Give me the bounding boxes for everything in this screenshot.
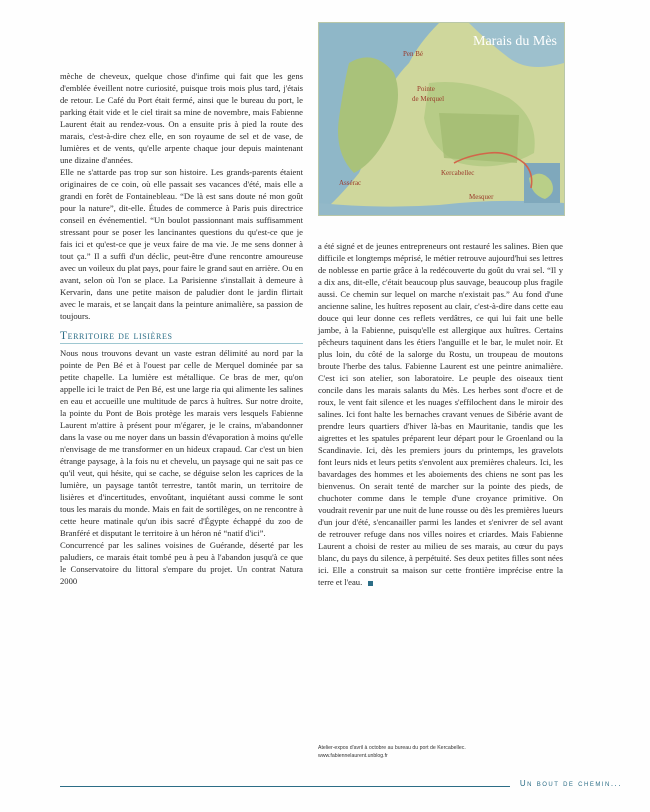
article-column-right [318,240,563,588]
map-label-pen-be: Pen Bé [403,50,424,58]
map-label-pointe-merquel-1: Pointe [417,85,435,93]
section-title: Territoire de lisières [60,330,303,344]
paragraph: mèche de cheveux, quelque chose d'infime qui fait que les gens d'emblée éveillent notre curiosité, puisque trois mois plus tard, j'étais de retour. Le Café du Port était fermé, ainsi que le bureau du port, le parking était vide et le ciel tirait sa mine de novembre, mais Fabienne Laurent était au rendez-vous. On a ensuite pris à pied la route des marais, c'est-à-dire chez elle, en son royaume de sel et de vase, de lumières et de vents, qu'elle arpente chaque jour depuis maintenant une dizaine d'années. [60,71,303,165]
marais-du-mes-map [318,22,565,216]
credits [318,744,563,760]
paragraph-text: a été signé et de jeunes entrepreneurs ont restauré les salines. Bien que difficile et longtemps méprisé, le métier retrouve aujourd'hui ses lettres de noblesse en partie grâce à la redécouverte du goût du vrai sel. “Il y a dix ans, dit-elle, c'était beaucoup plus sauvage, beaucoup plus fragile aussi. Ce chemin sur lequel on marche n'existait pas.” Au fond d'une ancienne saline, les huîtres reposent au clair, c'est-à-dire dans cette eau douce qui leur donne ces reflets verdâtres, ce qui lui fait une belle jambe, à la Fabienne, puisqu'elle est allergique aux huîtres. Certains pêcheurs taquinent dans les étiers l'anguille et le bar, le mulet noir. Et plus loin, du côté de la salorge du Rostu, un troupeau de moutons broute l'herbe des talus. Fabienne Laurent est une peintre animalière. C'est ici son atelier, son laboratoire. Le peuple des oiseaux tient concile dans les marais salants du Mès. Les herbes sont d'ocre et de roux, le vent fait silence et les nuages s'effilochent dans le miroir des salines. Ici font halte les bernaches cravant venues de Sibérie avant de prendre leurs quartiers d'hiver là-bas en Mauritanie, tandis que les aigrettes et les spatules préparent leur départ pour le Groenland ou la Scandinavie. Ici, dès les premiers jours du printemps, les gravelots font leurs nids et leurs petits s'envolent aux premières chaleurs. Ici, les bavardages des hommes et les aboiements des chiens ne sont pas les bienvenus. On serait tenté de marcher sur la pointe des pieds, de chuchoter comme dans le temple d'une croyance primitive. On voudrait revenir par une nuit de lune rousse ou dès les premières lueurs d'un jour d'été, s'encanailler parmi les landes et s'enivrer de sel avant de retrouver refuge dans nos villes noires et criardes. Mais Fabienne Laurent a choisi de rester au milieu de ses marais, au cœur du pays blanc, du pays du silence, à perpétuité. Ses deux petites filles sont nées ici. Elle a construit sa maison sur cette frontière imprécise entre la terre et l'eau. [318,241,563,587]
paragraph: Concurrencé par les salines voisines de Guérande, déserté par les paludiers, ce marais était tombé peu à peu à l'abandon jusqu'à ce que le Conservatoire du littoral s'empare du projet. Un contrat Natura 2000 [60,540,303,586]
map-title: Marais du Mès [473,34,557,49]
credits-line: Atelier-expos d'avril à octobre au bureau du port de Kercabellec. [318,745,466,751]
map-label-mesquer: Mesquer [469,193,494,201]
map-label-pointe-merquel-2: de Merquel [412,95,445,103]
footer-rule [60,786,510,787]
running-footer: Un bout de chemin... [519,779,622,788]
end-mark-icon [368,581,373,586]
paragraph: Elle ne s'attarde pas trop sur son histoire. Les grands-parents étaient originaires de ce coin, où elle passait ses vacances d'été, mais elle a grandi en forêt de Fontainebleau. “De là est sans doute né mon goût pour la nature”, dit-elle. Études de commerce à Paris puis directrice conseil en événementiel. “Un boulot passionnant mais suffisamment stressant pour se poser les lancinantes questions du qu'est-ce que je fais ici et qu'est-ce que je veux faire de ma vie. Je me sens donner à tout ça.” Il a suffi d'un déclic, peut-être d'une rencontre amoureuse avec un voileux du plat pays, pour faire le grand saut en arrière. Ou en avant, selon où l'on se place. La Parisienne s'installait à demeure à Kervarin, dans une petite maison de paludier dont le jardin flirtait avec le marais, et se lançait dans la peinture animalière, sa passion de toujours. [60,167,303,321]
map-label-kercabellec: Kercabellec [441,169,475,177]
article-column-left [60,70,303,587]
paragraph [318,240,563,588]
credits-url: www.fabiennelaurent.unblog.fr [318,753,388,759]
paragraph: Nous nous trouvons devant un vaste estran délimité au nord par la pointe de Pen Bé et à l'ouest par celle de Merquel dominée par sa petite chapelle. La lumière est métallique. Ce bras de mer, qu'on appelle ici le traict de Pen Bé, est une large ria qui alimente les salines en eau et accueille une multitude de parcs à huîtres. Sur notre droite, la pointe du Pont de Bois protège les marais vers lesquels Fabienne Laurent m'attire à présent pour m'égarer, je le crains, m'abandonner dans la vase ou me noyer dans un bassin d'évaporation à moins qu'elle n'envisage de me transformer en un hideux crapaud. Car c'est un bien étrange paysage, à la fois nu et chevelu, un paysage qui ne sait pas ce qu'il veut, qui hésite, qui se cache, se déguise selon les caprices de la lumière, un paysage tantôt terrestre, tantôt marin, un territoire de lisières et d'incertitudes, envoûtant, inquiétant aussi comme le sont tous les marais du monde. Mais en fait de sortilèges, on ne rencontre à cette heure matinale qu'un ibis sacré d'Égypte échappé du zoo de Branféré et disputant le territoire à un héron né “natif d'ici”. [60,348,303,538]
map-label-asserac: Assérac [339,179,362,187]
